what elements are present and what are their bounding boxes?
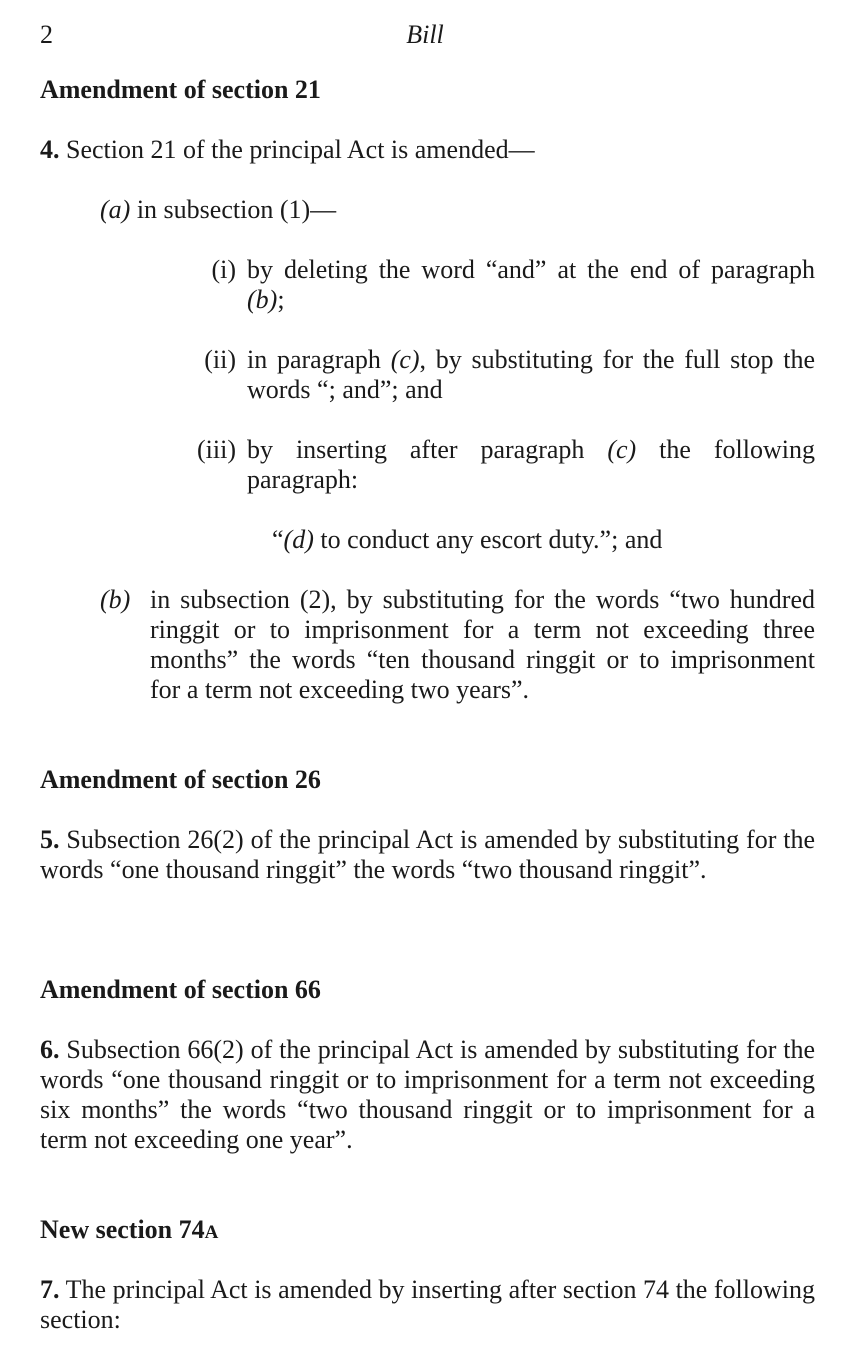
item-b-text: in subsection (2), by substituting for the words “two hundred ringgit or to imprisonment for a term not exceeding three months” the words “ten thousand ringgit or to imprisonment for a term not exceeding two years”. bbox=[150, 585, 815, 704]
section-5-heading: Amendment of section 26 bbox=[40, 765, 321, 794]
section-7-heading-suffix: A bbox=[204, 1222, 219, 1243]
section-5-number: 5. bbox=[40, 825, 60, 854]
item-iii-label: (iii) bbox=[197, 435, 236, 464]
item-ii-text: in paragraph (c), by substituting for the full stop the words “; and”; and bbox=[247, 345, 815, 404]
section-4-para bbox=[40, 135, 815, 165]
section-5-para bbox=[40, 825, 815, 885]
item-ii-label: (ii) bbox=[204, 345, 236, 374]
section-5-text: Subsection 26(2) of the principal Act is amended by substituting for the words “one thousand ringgit” the words “two thousand ringgit”. bbox=[40, 825, 816, 884]
item-i-ref: (b) bbox=[247, 285, 278, 314]
item-a-label: (a) bbox=[100, 195, 131, 224]
quote-ref: (d) bbox=[283, 525, 314, 554]
section-6-text: Subsection 66(2) of the principal Act is amended by substituting for the words “one thousand ringgit or to imprisonment for a term not exceeding six months” the words “two thousand ringgit or to imprisonment for a term not exceeding one year”. bbox=[40, 1035, 816, 1154]
section-6-number: 6. bbox=[40, 1035, 60, 1064]
section-7-para bbox=[40, 1275, 815, 1335]
item-iii-ref: (c) bbox=[607, 435, 637, 464]
item-iii-text: by inserting after paragraph (c) the following paragraph: bbox=[247, 435, 815, 494]
item-a-text: in subsection (1)— bbox=[136, 195, 337, 224]
page-number: 2 bbox=[40, 20, 53, 49]
item-a bbox=[100, 195, 336, 225]
section-4-heading: Amendment of section 21 bbox=[40, 75, 321, 104]
section-7-heading: New section 74A bbox=[40, 1215, 219, 1244]
section-6-para bbox=[40, 1035, 815, 1155]
section-7-number: 7. bbox=[40, 1275, 60, 1304]
running-title: Bill bbox=[406, 20, 444, 49]
item-i-text: by deleting the word “and” at the end of paragraph (b); bbox=[247, 255, 815, 314]
item-i-label: (i) bbox=[211, 255, 236, 284]
section-4-text: Section 21 of the principal Act is amended— bbox=[66, 135, 535, 164]
item-ii-ref: (c) bbox=[390, 345, 420, 374]
section-4-number: 4. bbox=[40, 135, 60, 164]
section-6-heading: Amendment of section 66 bbox=[40, 975, 321, 1004]
item-b-label: (b) bbox=[100, 585, 131, 614]
inserted-paragraph-quote: “(d) to conduct any escort duty.”; and bbox=[272, 525, 663, 554]
section-7-text: The principal Act is amended by inserting after section 74 the following section: bbox=[40, 1275, 815, 1334]
